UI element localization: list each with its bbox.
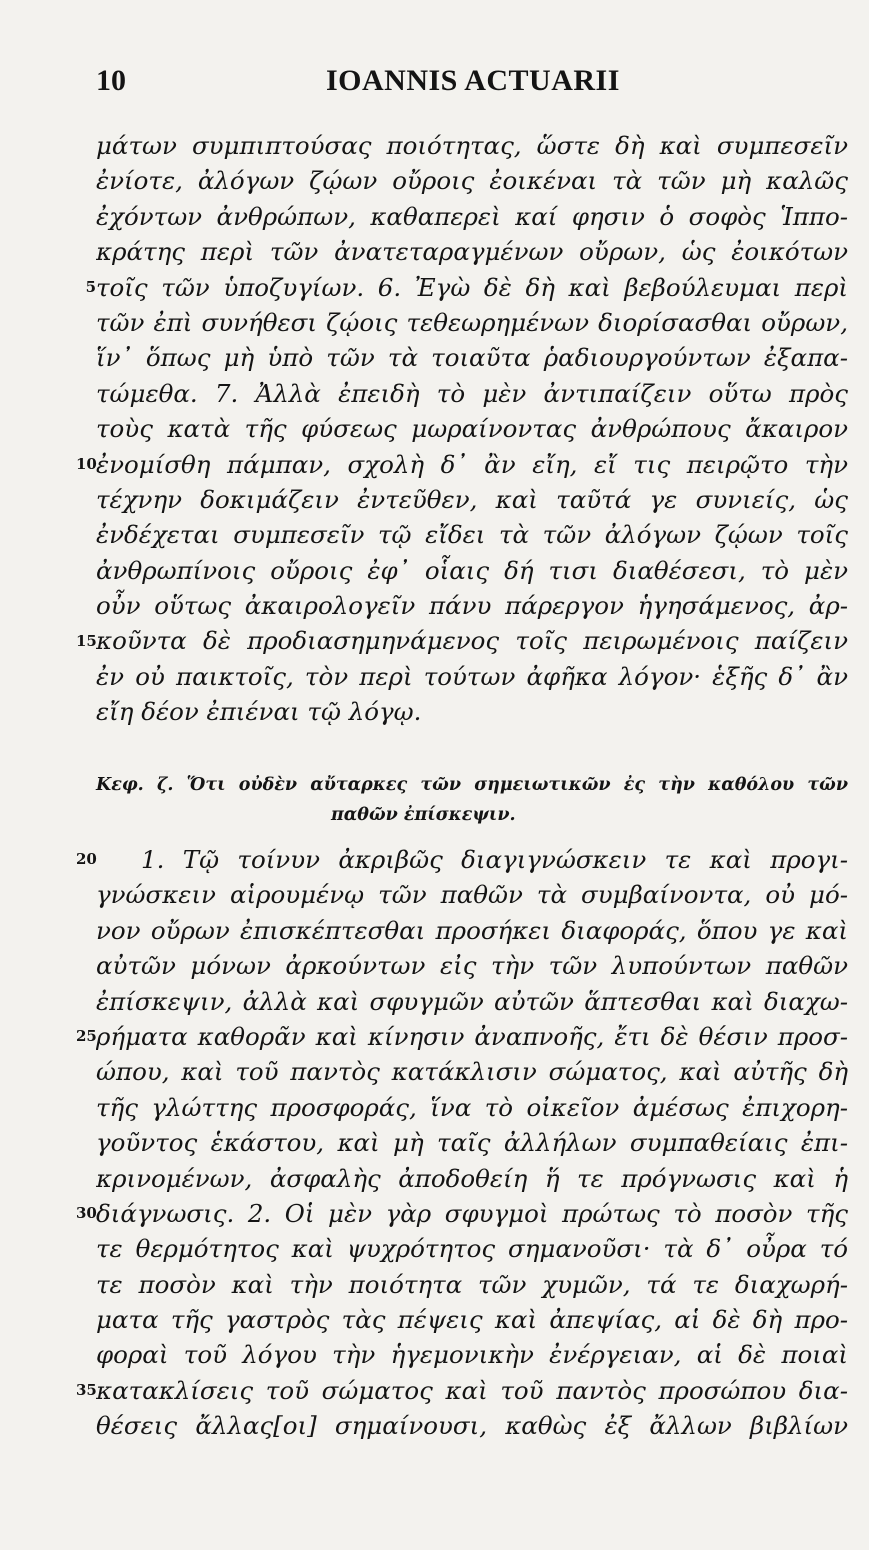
line-number-25: 25: [76, 1027, 97, 1045]
chapter-heading-line-2: [96, 800, 848, 830]
page-header: [96, 64, 856, 104]
text-line: γνώσκειν αἱρουμένῳ τῶν παθῶν τὰ συμβαίνοντα, οὐ μό-: [96, 880, 848, 910]
text-line: τῶν ἐπὶ συνήθεσι ζῴοις τεθεωρημένων διορίσασθαι οὔρων,: [96, 307, 848, 337]
text-line: μάτων συμπιπτούσας ποιότητας, ὥστε δὴ καὶ συμπεσεῖν: [96, 131, 848, 160]
text-line: τοῖς τῶν ὑποζυγίων. 6. Ἐγὼ δὲ δὴ καὶ βεβούλευμαι περὶ: [96, 272, 848, 302]
text-line: φοραὶ τοῦ λόγου τὴν ἡγεμονικὴν ἐνέργειαν, αἱ δὲ ποιαὶ: [96, 1340, 848, 1370]
text-line: 1. Τῷ τοίνυν ἀκριβῶς διαγιγνώσκειν τε καὶ προγι-: [141, 845, 848, 874]
text-line: ἵν᾽ ὅπως μὴ ὑπὸ τῶν τὰ τοιαῦτα ῥαδιουργούντων ἐξαπα-: [96, 343, 848, 373]
text-line: κρινομένων, ἀσφαλὴς ἀποδοθείη ἥ τε πρόγνωσις καὶ ἡ: [96, 1163, 848, 1193]
text-line: τῆς γλώττης προσφοράς, ἵνα τὸ οἰκεῖον ἀμέσως ἐπιχορη-: [96, 1092, 848, 1122]
text-line: τε θερμότητος καὶ ψυχρότητος σημανοῦσι· τὰ δ᾽ οὖρα τό: [96, 1234, 848, 1264]
text-line: ρήματα καθορᾶν καὶ κίνησιν ἀναπνοῆς, ἔτι δὲ θέσιν προσ-: [96, 1021, 848, 1051]
text-line: ἐνδέχεται συμπεσεῖν τῷ εἴδει τὰ τῶν ἀλόγων ζῴων τοῖς: [96, 520, 848, 550]
text-line: τέχνην δοκιμάζειν ἐντεῦθεν, καὶ ταῦτά γε συνιείς, ὡς: [96, 484, 848, 514]
line-number-30: 30: [76, 1204, 97, 1222]
text-line: διάγνωσις. 2. Οἱ μὲν γὰρ σφυγμοὶ πρώτως τὸ ποσὸν τῆς: [96, 1198, 848, 1228]
chapter-heading-line-1: Κεφ. ζ. Ὅτι οὐδὲν αὔταρκες τῶν σημειωτικῶν ἐς τὴν καθόλου τῶν: [96, 775, 848, 795]
text-line: ἐνίοτε, ἀλόγων ζῴων οὔροις ἐοικέναι τὰ τῶν μὴ καλῶς: [96, 166, 848, 196]
text-line: ώπου, καὶ τοῦ παντὸς κατάκλισιν σώματος, καὶ αὐτῆς δὴ: [96, 1057, 848, 1087]
text-line: οὖν οὕτως ἀκαιρολογεῖν πάνυ πάρεργον ἡγησάμενος, ἀρ-: [96, 591, 848, 621]
text-line: εἴη δέον ἐπιέναι τῷ λόγῳ.: [96, 697, 422, 727]
text-line: ἐπίσκεψιν, ἀλλὰ καὶ σφυγμῶν αὐτῶν ἅπτεσθαι καὶ διαχω-: [96, 986, 848, 1016]
line-number-5: 5: [85, 278, 96, 296]
chapter-heading: [96, 770, 848, 830]
text-line: τοὺς κατὰ τῆς φύσεως μωραίνοντας ἀνθρώπους ἄκαιρον: [96, 414, 848, 444]
text-line: ἀνθρωπίνοις οὔροις ἐφ᾽ οἷαις δή τισι διαθέσεσι, τὸ μὲν: [96, 555, 848, 585]
paragraph-two: [96, 842, 848, 1444]
page-number: 10: [96, 64, 126, 97]
text-line: τε ποσὸν καὶ τὴν ποιότητα τῶν χυμῶν, τά τε διαχωρή-: [96, 1269, 848, 1299]
text-line: αὐτῶν μόνων ἀρκούντων εἰς τὴν τῶν λυπούντων παθῶν: [96, 951, 848, 981]
text-line: κοῦντα δὲ προδιασημηνάμενος τοῖς πειρωμένοις παίζειν: [96, 626, 848, 656]
text-line: νον οὔρων ἐπισκέπτεσθαι προσήκει διαφοράς, ὅπου γε καὶ: [96, 915, 848, 945]
text-line: θέσεις ἄλλας[οι] σημαίνουσι, καθὼς ἐξ ἄλλων βιβλίων: [96, 1411, 848, 1441]
line-number-15: 15: [76, 632, 97, 650]
running-title: IOANNIS ACTUARII: [326, 64, 620, 97]
paragraph-one: [96, 128, 848, 730]
text-line: ἐνομίσθη πάμπαν, σχολὴ δ᾽ ἂν εἴη, εἴ τις πειρῷτο τὴν: [96, 449, 848, 479]
text-line: γοῦντος ἑκάστου, καὶ μὴ ταῖς ἀλλήλων συμπαθείαις ἐπι-: [96, 1128, 848, 1158]
text-line: ἐν οὐ παικτοῖς, τὸν περὶ τούτων ἀφῆκα λόγον· ἑξῆς δ᾽ ἂν: [96, 661, 848, 691]
text-line: ἐχόντων ἀνθρώπων, καθαπερεὶ καί φησιν ὁ σοφὸς Ἱππο-: [96, 201, 848, 231]
line-number-35: 35: [76, 1381, 97, 1399]
line-number-10: 10: [76, 455, 97, 473]
text-line: κατακλίσεις τοῦ σώματος καὶ τοῦ παντὸς προσώπου δια-: [96, 1375, 848, 1405]
chapter-heading-line-2-text: παθῶν ἐπίσκεψιν.: [331, 805, 516, 825]
line-number-20: 20: [76, 850, 97, 868]
text-line: κράτης περὶ τῶν ἀνατεταραγμένων οὔρων, ὡς ἐοικότων: [96, 237, 848, 267]
text-line: τώμεθα. 7. Ἀλλὰ ἐπειδὴ τὸ μὲν ἀντιπαίζειν οὕτω πρὸς: [96, 378, 848, 408]
text-line: ματα τῆς γαστρὸς τὰς πέψεις καὶ ἀπεψίας, αἱ δὲ δὴ προ-: [96, 1305, 848, 1335]
